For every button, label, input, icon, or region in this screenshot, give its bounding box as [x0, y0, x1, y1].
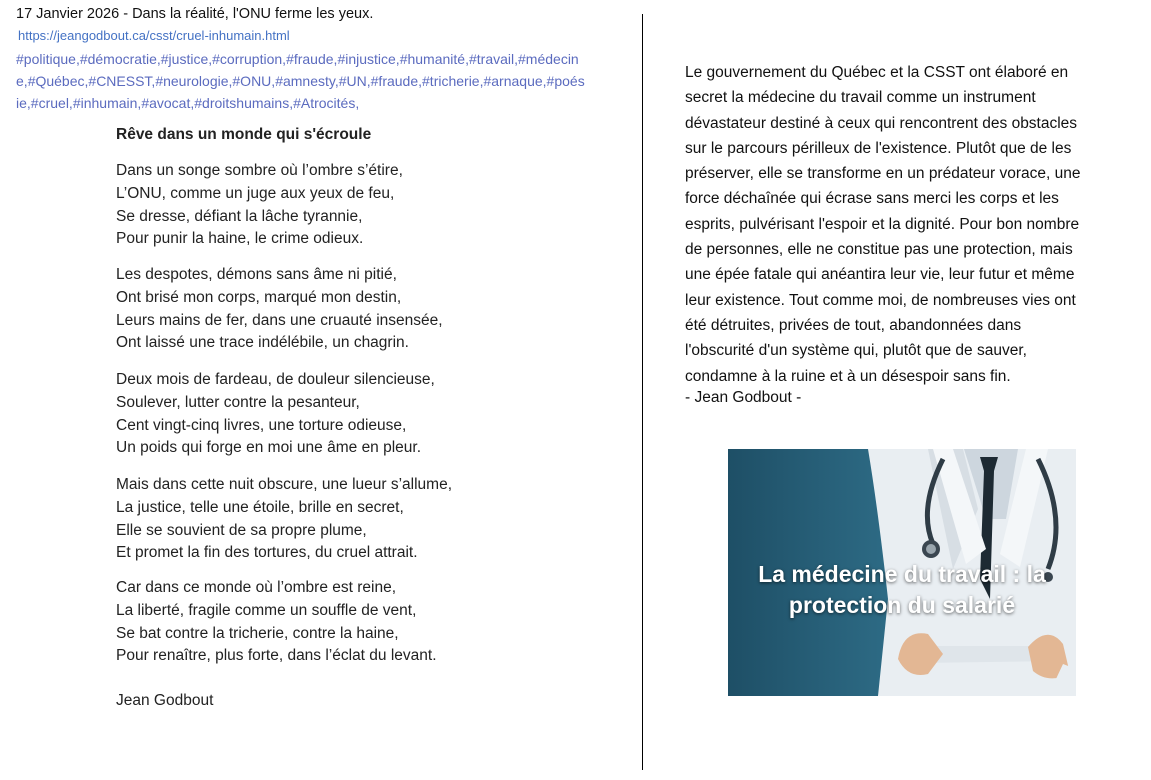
image-caption [728, 559, 1076, 621]
poem-stanza-2 [116, 264, 443, 355]
prose-line: leur existence. Tout comme moi, de nombreuses vies ont [685, 291, 1076, 309]
poem-line: Pour punir la haine, le crime odieux. [116, 230, 364, 248]
poem-line: L’ONU, comme un juge aux yeux de feu, [116, 184, 395, 202]
hashtag[interactable]: #neurologie, [155, 73, 233, 89]
hashtag[interactable]: #fraude, [286, 51, 338, 67]
poem-line: Et promet la fin des tortures, du cruel attrait. [116, 544, 418, 562]
hashtag[interactable]: #inhumain, [72, 95, 142, 111]
hashtag[interactable]: #justice, [160, 51, 213, 67]
prose-line: Le gouvernement du Québec et la CSST ont élaboré en [685, 64, 1069, 81]
hashtag[interactable]: #travail, [468, 51, 519, 67]
poem-line: Ont brisé mon corps, marqué mon destin, [116, 288, 402, 306]
prose-line: force déchaînée qui écrase sans merci les corps et les [685, 190, 1059, 208]
hashtag[interactable]: #droitshumains, [194, 95, 294, 111]
hashtag[interactable]: #politique, [16, 51, 80, 67]
prose-line: esprits, pulvérisant l'espoir et la dignité. Pour bon nombre [685, 215, 1080, 233]
prose-author: - Jean Godbout - [685, 389, 802, 406]
poem-line: Un poids qui forge en moi une âme en pleur. [116, 439, 422, 457]
poem-stanza-4 [116, 474, 452, 565]
poem-line: Se bat contre la tricherie, contre la haine, [116, 624, 399, 642]
prose-line: préserver, elle se transforme en un prédateur vorace, une [685, 165, 1081, 183]
prose-line: dévastateur destiné à ceux qui rencontrent des obstacles [685, 114, 1078, 132]
poem-line: Mais dans cette nuit obscure, une lueur s’allume, [116, 476, 453, 493]
poem-line: Ont laissé une trace indélébile, un chagrin. [116, 334, 409, 352]
hashtag[interactable]: #arnaque, [483, 73, 547, 89]
doctor-illustration [728, 449, 1076, 696]
hashtag[interactable]: #amnesty, [275, 73, 339, 89]
hashtag[interactable]: #fraude, [370, 73, 423, 89]
hashtag[interactable]: #ONU, [232, 73, 276, 89]
poem-stanza-5 [116, 577, 437, 668]
image-caption-line-1: La médecine du travail : la [758, 561, 1046, 587]
poem-stanza-1 [116, 160, 403, 251]
prose-line: condamne à la ruine et à un désespoir sans fin. [685, 367, 1011, 385]
poem-title: Rêve dans un monde qui s'écroule [116, 126, 372, 143]
source-link[interactable]: https://jeangodbout.ca/csst/cruel-inhumain.html [18, 28, 290, 43]
hashtag[interactable]: #cruel, [30, 95, 73, 111]
poem-line: Dans un songe sombre où l’ombre s’étire, [116, 162, 403, 179]
hashtag[interactable]: #Québec, [27, 73, 89, 89]
prose-line: sur le parcours périlleux de l'existence. Plutôt que de les [685, 139, 1072, 157]
prose-line: l'obscurité d'un système qui, plutôt que de sauver, [685, 342, 1027, 360]
hashtag[interactable]: #humanité, [399, 51, 469, 67]
page-title: 17 Janvier 2026 - Dans la réalité, l'ONU ferme les yeux. [16, 6, 374, 22]
poem-line: Se dresse, défiant la lâche tyrannie, [116, 207, 363, 225]
poem-line: Les despotes, démons sans âme ni pitié, [116, 266, 397, 283]
hashtag[interactable]: #CNESST, [88, 73, 156, 89]
hashtag-list [16, 48, 586, 114]
hashtag[interactable]: #avocat, [141, 95, 195, 111]
hashtag[interactable]: #médecine, [16, 51, 579, 89]
poem-author: Jean Godbout [116, 692, 214, 709]
prose-paragraph [685, 60, 1117, 389]
hashtag[interactable]: #Atrocités, [293, 95, 360, 111]
prose-line: été détruites, privées de tout, abandonnées dans [685, 316, 1022, 334]
hashtag[interactable]: #injustice, [337, 51, 400, 67]
poem-stanza-3 [116, 369, 435, 460]
poem-line: Leurs mains de fer, dans une cruauté insensée, [116, 311, 443, 329]
poem-line: Soulever, lutter contre la pesanteur, [116, 393, 360, 411]
prose-line: de personnes, elle ne constitue pas une protection, mais [685, 241, 1073, 259]
hashtag[interactable]: #UN, [338, 73, 371, 89]
poem-line: Elle se souvient de sa propre plume, [116, 521, 367, 539]
hashtag[interactable]: #tricherie, [422, 73, 484, 89]
poem-line: Pour renaître, plus forte, dans l’éclat du levant. [116, 647, 437, 665]
poem-line: La liberté, fragile comme un souffle de vent, [116, 601, 417, 619]
image-caption-line-2: protection du salarié [788, 592, 1016, 618]
poem-line: La justice, telle une étoile, brille en secret, [116, 498, 404, 516]
hashtag[interactable]: #démocratie, [79, 51, 161, 67]
column-divider [642, 14, 643, 770]
poem-line: Car dans ce monde où l’ombre est reine, [116, 579, 397, 596]
prose-line: secret la médecine du travail comme un instrument [685, 89, 1036, 107]
poem-line: Deux mois de fardeau, de douleur silencieuse, [116, 371, 435, 388]
hashtag[interactable]: #poésie, [16, 73, 585, 111]
hashtag[interactable]: #corruption, [212, 51, 287, 67]
prose-line: une épée fatale qui anéantira leur vie, leur futur et même [685, 266, 1075, 284]
poem-line: Cent vingt-cinq livres, une torture odieuse, [116, 416, 407, 434]
